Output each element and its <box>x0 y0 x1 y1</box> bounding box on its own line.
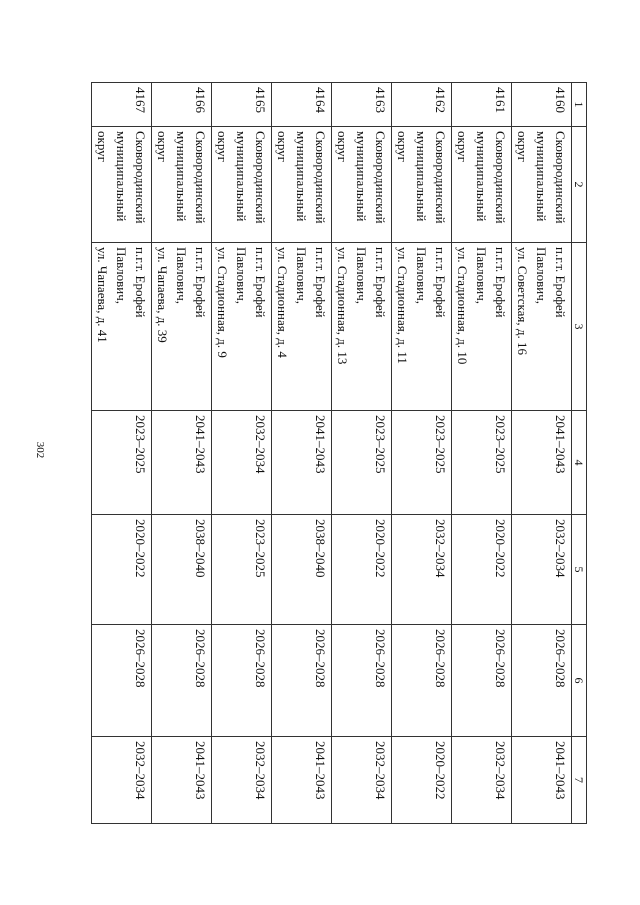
period-col6: 2026–2028 <box>392 625 452 737</box>
table-row <box>212 83 272 824</box>
district-cell <box>152 127 212 243</box>
period-col6: 2026–2028 <box>452 625 512 737</box>
address-cell <box>272 243 332 411</box>
row-number: 4167 <box>92 83 152 127</box>
district-cell-line: округ <box>515 131 530 162</box>
period-col7: 2032–2034 <box>92 737 152 824</box>
column-header: 7 <box>572 737 587 824</box>
table-row <box>332 83 392 824</box>
address-cell <box>452 243 512 411</box>
district-cell-line: муниципальный <box>534 131 549 222</box>
address-cell-line: п.г.т. Ерофей <box>313 247 328 318</box>
address-cell-line: п.г.т. Ерофей <box>433 247 448 318</box>
address-cell <box>152 243 212 411</box>
address-cell-line: п.г.т. Ерофей <box>253 247 268 318</box>
district-cell <box>452 127 512 243</box>
district-cell-line: округ <box>395 131 410 162</box>
table-row <box>392 83 452 824</box>
period-col5: 2032–2034 <box>512 515 572 625</box>
address-cell-line: ул. Стадионная, д. 13 <box>335 247 350 365</box>
district-cell-line: округ <box>95 131 110 162</box>
district-cell-line: Сковородинский <box>133 131 148 224</box>
district-cell-line: муниципальный <box>114 131 129 222</box>
address-cell-line: п.г.т. Ерофей <box>193 247 208 318</box>
address-cell-line: Павлович, <box>114 247 129 304</box>
column-header: 1 <box>572 83 587 127</box>
address-cell <box>392 243 452 411</box>
district-cell <box>332 127 392 243</box>
district-cell-line: Сковородинский <box>553 131 568 224</box>
district-cell-line: муниципальный <box>234 131 249 222</box>
period-col4: 2023–2025 <box>92 411 152 515</box>
address-cell-line: п.г.т. Ерофей <box>373 247 388 318</box>
period-col6: 2026–2028 <box>92 625 152 737</box>
period-col6: 2026–2028 <box>272 625 332 737</box>
district-cell-line: муниципальный <box>174 131 189 222</box>
period-col7: 2032–2034 <box>452 737 512 824</box>
address-cell-line: ул. Стадионная, д. 4 <box>275 247 290 358</box>
period-col7: 2032–2034 <box>212 737 272 824</box>
district-cell-line: Сковородинский <box>193 131 208 224</box>
table-row <box>452 83 512 824</box>
district-cell <box>212 127 272 243</box>
period-col4: 2023–2025 <box>452 411 512 515</box>
table-container <box>95 82 587 823</box>
address-cell-line: Павлович, <box>174 247 189 304</box>
address-cell-line: Павлович, <box>534 247 549 304</box>
period-col7: 2020–2022 <box>392 737 452 824</box>
district-cell-line: муниципальный <box>354 131 369 222</box>
period-col4: 2032–2034 <box>212 411 272 515</box>
period-col5: 2020–2022 <box>452 515 512 625</box>
row-number: 4165 <box>212 83 272 127</box>
period-col7: 2032–2034 <box>332 737 392 824</box>
district-cell <box>92 127 152 243</box>
address-cell <box>332 243 392 411</box>
address-cell <box>512 243 572 411</box>
period-col5: 2020–2022 <box>92 515 152 625</box>
district-cell-line: округ <box>455 131 470 162</box>
period-col5: 2038–2040 <box>272 515 332 625</box>
schedule-table <box>91 82 587 824</box>
table-row <box>512 83 572 824</box>
row-number: 4164 <box>272 83 332 127</box>
district-cell-line: муниципальный <box>474 131 489 222</box>
district-cell-line: Сковородинский <box>493 131 508 224</box>
district-cell-line: округ <box>215 131 230 162</box>
table-row <box>152 83 212 824</box>
column-header: 6 <box>572 625 587 737</box>
period-col6: 2026–2028 <box>152 625 212 737</box>
address-cell-line: Павлович, <box>234 247 249 304</box>
district-cell-line: округ <box>275 131 290 162</box>
district-cell-line: Сковородинский <box>433 131 448 224</box>
district-cell-line: округ <box>155 131 170 162</box>
period-col5: 2023–2025 <box>212 515 272 625</box>
address-cell <box>92 243 152 411</box>
district-cell-line: Сковородинский <box>253 131 268 224</box>
district-cell-line: Сковородинский <box>313 131 328 224</box>
address-cell-line: Павлович, <box>294 247 309 304</box>
district-cell-line: округ <box>335 131 350 162</box>
period-col7: 2041–2043 <box>152 737 212 824</box>
district-cell-line: муниципальный <box>294 131 309 222</box>
address-cell-line: п.г.т. Ерофей <box>493 247 508 318</box>
row-number: 4163 <box>332 83 392 127</box>
district-cell <box>272 127 332 243</box>
column-header: 4 <box>572 411 587 515</box>
column-header: 3 <box>572 243 587 411</box>
address-cell-line: п.г.т. Ерофей <box>553 247 568 318</box>
period-col7: 2041–2043 <box>512 737 572 824</box>
row-number: 4160 <box>512 83 572 127</box>
rotated-page-content <box>95 82 587 823</box>
district-cell <box>392 127 452 243</box>
address-cell-line: п.г.т. Ерофей <box>133 247 148 318</box>
address-cell-line: Павлович, <box>414 247 429 304</box>
period-col7: 2041–2043 <box>272 737 332 824</box>
address-cell-line: ул. Чапаева, д. 41 <box>95 247 110 343</box>
period-col4: 2023–2025 <box>392 411 452 515</box>
period-col6: 2026–2028 <box>212 625 272 737</box>
period-col4: 2041–2043 <box>272 411 332 515</box>
address-cell-line: Павлович, <box>474 247 489 304</box>
period-col4: 2023–2025 <box>332 411 392 515</box>
period-col4: 2041–2043 <box>512 411 572 515</box>
period-col6: 2026–2028 <box>512 625 572 737</box>
table-row <box>92 83 152 824</box>
address-cell <box>212 243 272 411</box>
period-col5: 2020–2022 <box>332 515 392 625</box>
column-header: 5 <box>572 515 587 625</box>
period-col4: 2041–2043 <box>152 411 212 515</box>
address-cell-line: ул. Советская, д. 16 <box>515 247 530 356</box>
address-cell-line: ул. Стадионная, д. 10 <box>455 247 470 365</box>
period-col5: 2038–2040 <box>152 515 212 625</box>
district-cell-line: Сковородинский <box>373 131 388 224</box>
column-number-row <box>572 83 587 824</box>
column-header: 2 <box>572 127 587 243</box>
address-cell-line: ул. Стадионная, д. 9 <box>215 247 230 358</box>
period-col5: 2032–2034 <box>392 515 452 625</box>
row-number: 4166 <box>152 83 212 127</box>
district-cell <box>512 127 572 243</box>
page-number: 302 <box>34 441 46 459</box>
table-row <box>272 83 332 824</box>
row-number: 4161 <box>452 83 512 127</box>
district-cell-line: муниципальный <box>414 131 429 222</box>
address-cell-line: Павлович, <box>354 247 369 304</box>
row-number: 4162 <box>392 83 452 127</box>
address-cell-line: ул. Стадионная, д. 11 <box>395 247 410 364</box>
period-col6: 2026–2028 <box>332 625 392 737</box>
address-cell-line: ул. Чапаева, д. 39 <box>155 247 170 343</box>
